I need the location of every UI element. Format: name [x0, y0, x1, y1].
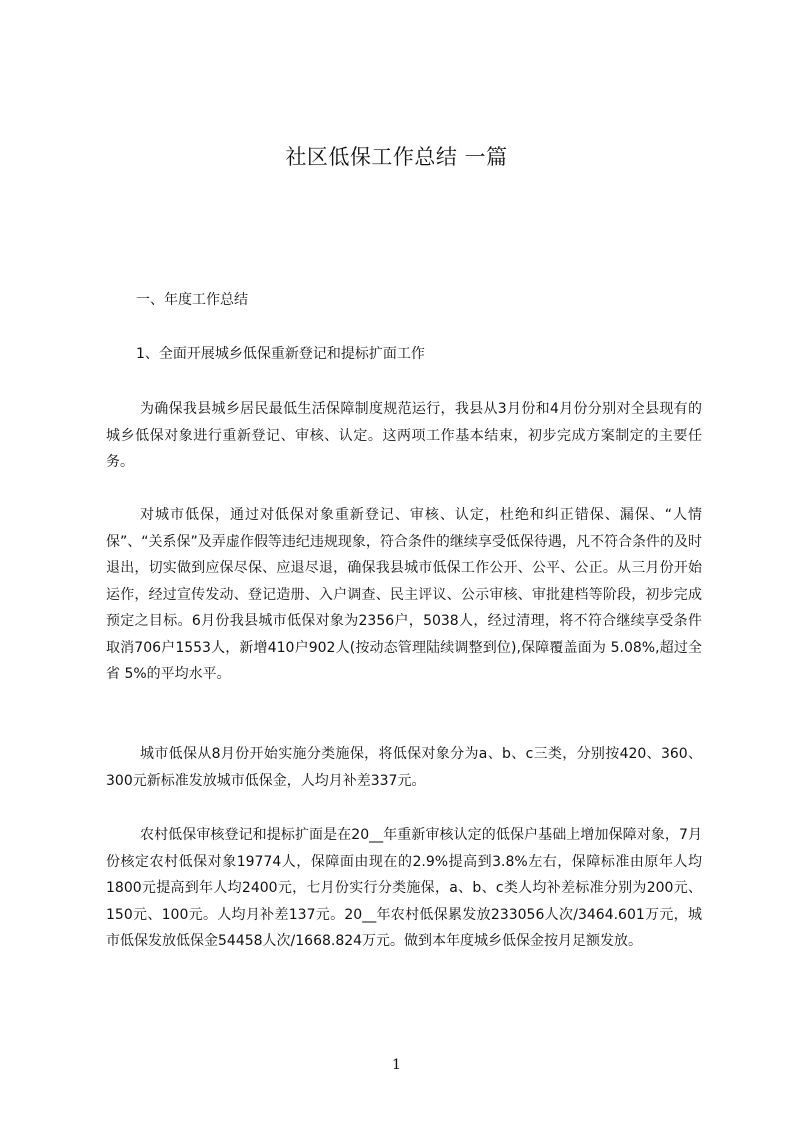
paragraph-classified-aid: 城市低保从8月份开始实施分类施保，将低保对象分为a、b、c三类，分别按420、360、300元新标准发放城市低保金，人均月补差337元。 [106, 746, 702, 789]
paragraph-rural-dibao: 农村低保审核登记和提标扩面是在20__年重新审核认定的低保户基础上增加保障对象，7月份核定农村低保对象19774人，保障面由现在的2.9%提高到3.8%左右，保障标准由原年人均1800元提高到年人均2400元，七月份实行分类施保，a、b、c类人均补差标准分别为200元、150元、100元。人均月补差137元。20__年农村低保累发放233056人次/3464.601万元，城市低保发放低保金54458人次/1668.824万元。做到本年度城乡低保金按月足额发放。 [106, 827, 702, 949]
paragraph-urban-dibao: 对城市低保，通过对低保对象重新登记、审核、认定，杜绝和纠正错保、漏保、“人情保”、“关系保”及弄虚作假等违纪违规现象，符合条件的继续享受低保待遇，凡不符合条件的及时退出，切实做到应保尽保、应退尽退，确保我县城市低保工作公开、公平、公正。从三月份开始运作，经过宣传发动、登记造册、入户调查、民主评议、公示审核、审批建档等阶段，初步完成预定之目标。6月份我县城市低保对象为2356户，5038人，经过清理，将不符合继续享受条件取消706户1553人，新增410户902人(按动态管理陆续调整到位),保障覆盖面为 5.08%,超过全省 5%的平均水平。 [106, 507, 702, 682]
document-title: 社区低保工作总结 一篇 [285, 145, 508, 169]
page-number: 1 [392, 1057, 401, 1073]
paragraph-intro: 为确保我县城乡居民最低生活保障制度规范运行，我县从3月份和4月份分别对全县现有的城乡低保对象进行重新登记、审核、认定。这两项工作基本结束，初步完成方案制定的主要任务。 [106, 401, 702, 470]
subsection-heading: 1、全面开展城乡低保重新登记和提标扩面工作 [136, 346, 425, 362]
section-heading: 一、年度工作总结 [136, 292, 248, 308]
